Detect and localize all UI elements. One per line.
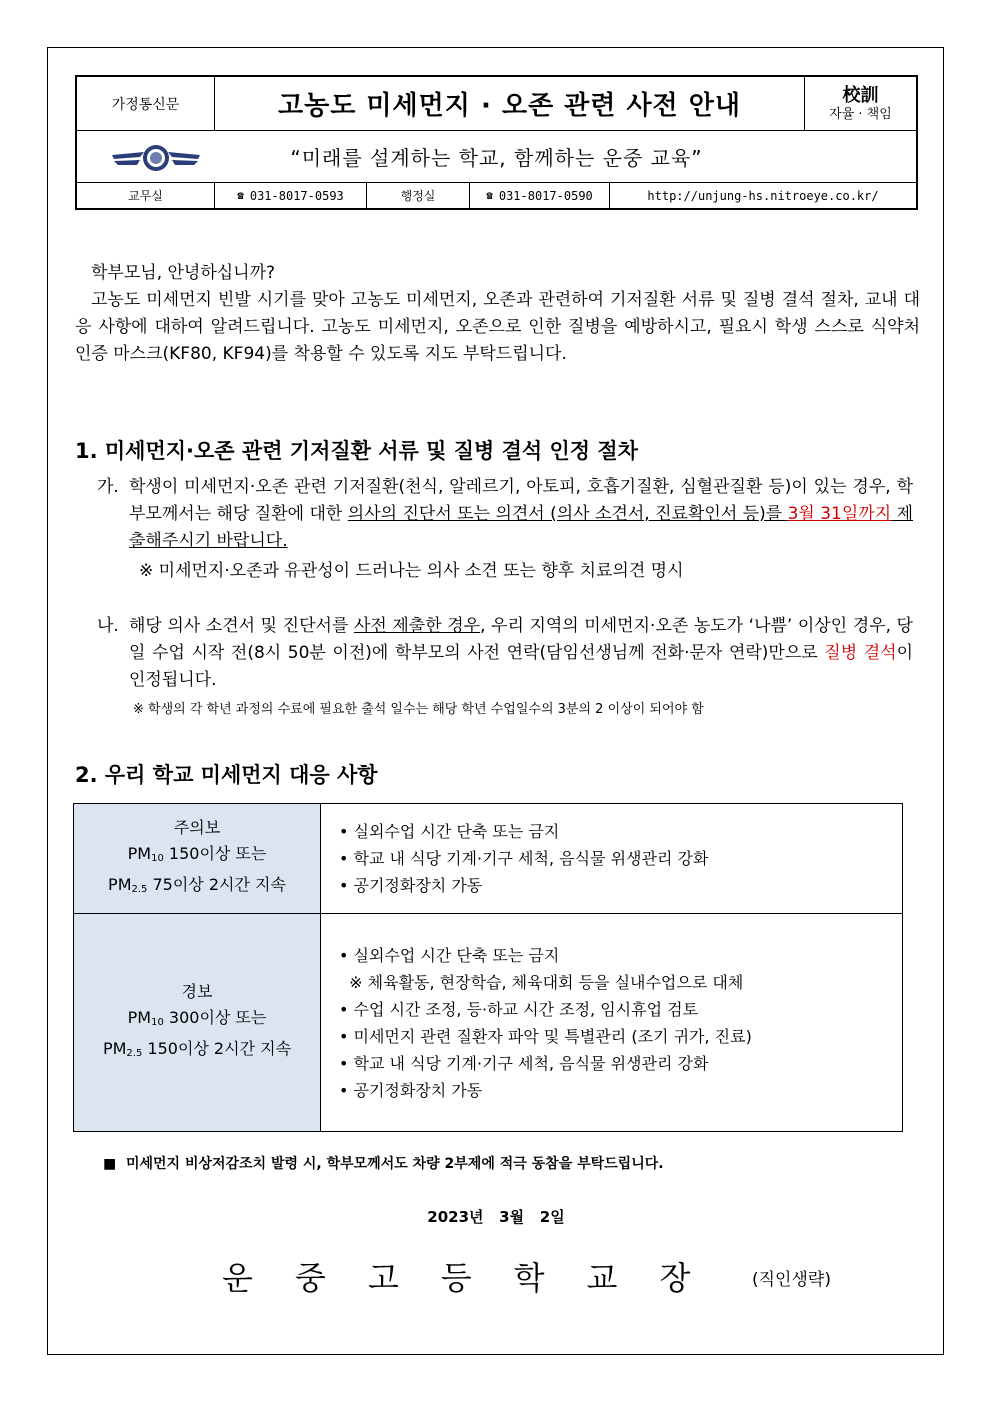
level-condition: $PM_{2.5}$ 150이상 2시간 지속 <box>102 1038 292 1059</box>
notice-kind: 가정통신문 <box>77 77 215 130</box>
level-condition: $PM_{10}$ 150이상 또는 <box>127 843 267 864</box>
item-a-label: 가. <box>97 477 119 497</box>
action-item: • 학교 내 식당 기계·기구 세척, 음식물 위생관리 강화 <box>339 849 709 868</box>
action-item: • 실외수업 시간 단축 또는 금지 <box>339 945 560 965</box>
office-phone <box>215 183 367 208</box>
issue-date: 2023년 3월 2일 <box>427 1208 565 1226</box>
motto-heading: 校訓 <box>842 84 879 106</box>
section-2 <box>75 762 920 789</box>
school-logo-icon <box>110 143 202 173</box>
header-table <box>75 75 918 210</box>
response-table <box>73 803 903 1132</box>
admin-phone-number: 031-8017-0590 <box>498 188 593 203</box>
table-row <box>74 914 903 1132</box>
page-title: 고농도 미세먼지 · 오존 관련 사전 안내 <box>215 77 805 130</box>
school-motto <box>805 77 916 130</box>
office-label: 교무실 <box>77 183 215 208</box>
item-b-label: 나. <box>97 616 119 636</box>
table-row <box>74 804 903 914</box>
section-1 <box>75 438 920 465</box>
actions-cell <box>321 804 903 914</box>
school-url[interactable]: http://unjung-hs.nitroeye.co.kr/ <box>647 188 879 203</box>
greeting: 학부모님, 안녕하십니까? <box>91 263 276 283</box>
action-item: • 미세먼지 관련 질환자 파악 및 특별관리 (조기 귀가, 진료) <box>339 1026 752 1046</box>
intro-paragraph: 고농도 미세먼지 빈발 시기를 맞아 고농도 미세먼지, 오존과 관련하여 기저질환 서류 및 질병 결석 절차, 교내 대응 사항에 대하여 알려드립니다. 고농도 미세먼지, 오존으로 인한 질병을 예방하시고, 필요시 학생 스스로 식약처 인증 마스크(KF80, KF94)를 착용할 수 있도록 지도 부탁드립니다. <box>75 290 920 364</box>
item-b <box>97 613 913 723</box>
motto-text: 자율 · 책임 <box>829 106 892 122</box>
item-a <box>97 474 913 585</box>
action-item: • 공기정화장치 가동 <box>339 1080 483 1100</box>
action-item: • 공기정화장치 가동 <box>339 876 483 895</box>
admin-label: 행정실 <box>367 183 470 208</box>
intro-section <box>75 260 920 368</box>
phone-icon: ☎ <box>237 189 244 202</box>
section-1-heading: 1. 미세먼지·오존 관련 기저질환 서류 및 질병 결석 인정 절차 <box>75 439 638 463</box>
item-b-text: 해당 의사 소견서 및 진단서를 사전 제출한 경우, 우리 지역의 미세먼지·오존 농도가 ‘나쁨’ 이상인 경우, 당일 수업 시작 전(8시 50분 이전)에 학부모의 사전 연락(담임선생님께 전화·문자 연락)만으로 질병 결석이 인정됩니다. <box>129 616 914 690</box>
item-b-note: ※ 학생의 각 학년 과정의 수료에 필요한 출석 일수는 해당 학년 수업일수의 3분의 2 이상이 되어야 함 <box>133 702 704 717</box>
level-cell <box>74 804 321 914</box>
office-phone-number: 031-8017-0593 <box>249 188 344 203</box>
level-name: 경보 <box>181 981 213 1001</box>
school-slogan: “미래를 설계하는 학교, 함께하는 운중 교육” <box>290 146 703 170</box>
footnote: ■ 미세먼지 비상저감조치 발령 시, 학부모께서도 차량 2부제에 적극 동참을 부탁드립니다. <box>103 1156 664 1172</box>
level-name: 주의보 <box>173 817 221 837</box>
signature-suffix: (직인생략) <box>752 1270 831 1290</box>
signature: 운중고등학교장 <box>222 1259 733 1297</box>
section-2-heading: 2. 우리 학교 미세먼지 대응 사항 <box>75 763 378 787</box>
action-item: • 실외수업 시간 단축 또는 금지 <box>339 822 560 841</box>
level-cell <box>74 914 321 1132</box>
admin-phone <box>470 183 610 208</box>
item-a-text: 학생이 미세먼지·오존 관련 기저질환(천식, 알레르기, 아토피, 호흡기질환, 심혈관질환 등)이 있는 경우, 학부모께서는 해당 질환에 대한 의사의 진단서 또는 의견서 (의사 소견서, 진료확인서 등)를 3월 31일까지 제출해주시기 바랍니다. <box>129 477 914 551</box>
actions-cell <box>321 914 903 1132</box>
action-item: • 학교 내 식당 기계·기구 세척, 음식물 위생관리 강화 <box>339 1053 709 1073</box>
action-item: • 수업 시간 조정, 등·하교 시간 조정, 임시휴업 검토 <box>339 999 699 1019</box>
phone-icon: ☎ <box>486 189 493 202</box>
level-condition: $PM_{10}$ 300이상 또는 <box>127 1007 267 1028</box>
item-a-note: ※ 미세먼지·오존과 유관성이 드러나는 의사 소견 또는 향후 치료의견 명시 <box>139 561 684 581</box>
level-condition: $PM_{2.5}$ 75이상 2시간 지속 <box>108 874 286 895</box>
action-note: ※ 체육활동, 현장학습, 체육대회 등을 실내수업으로 대체 <box>339 972 744 992</box>
